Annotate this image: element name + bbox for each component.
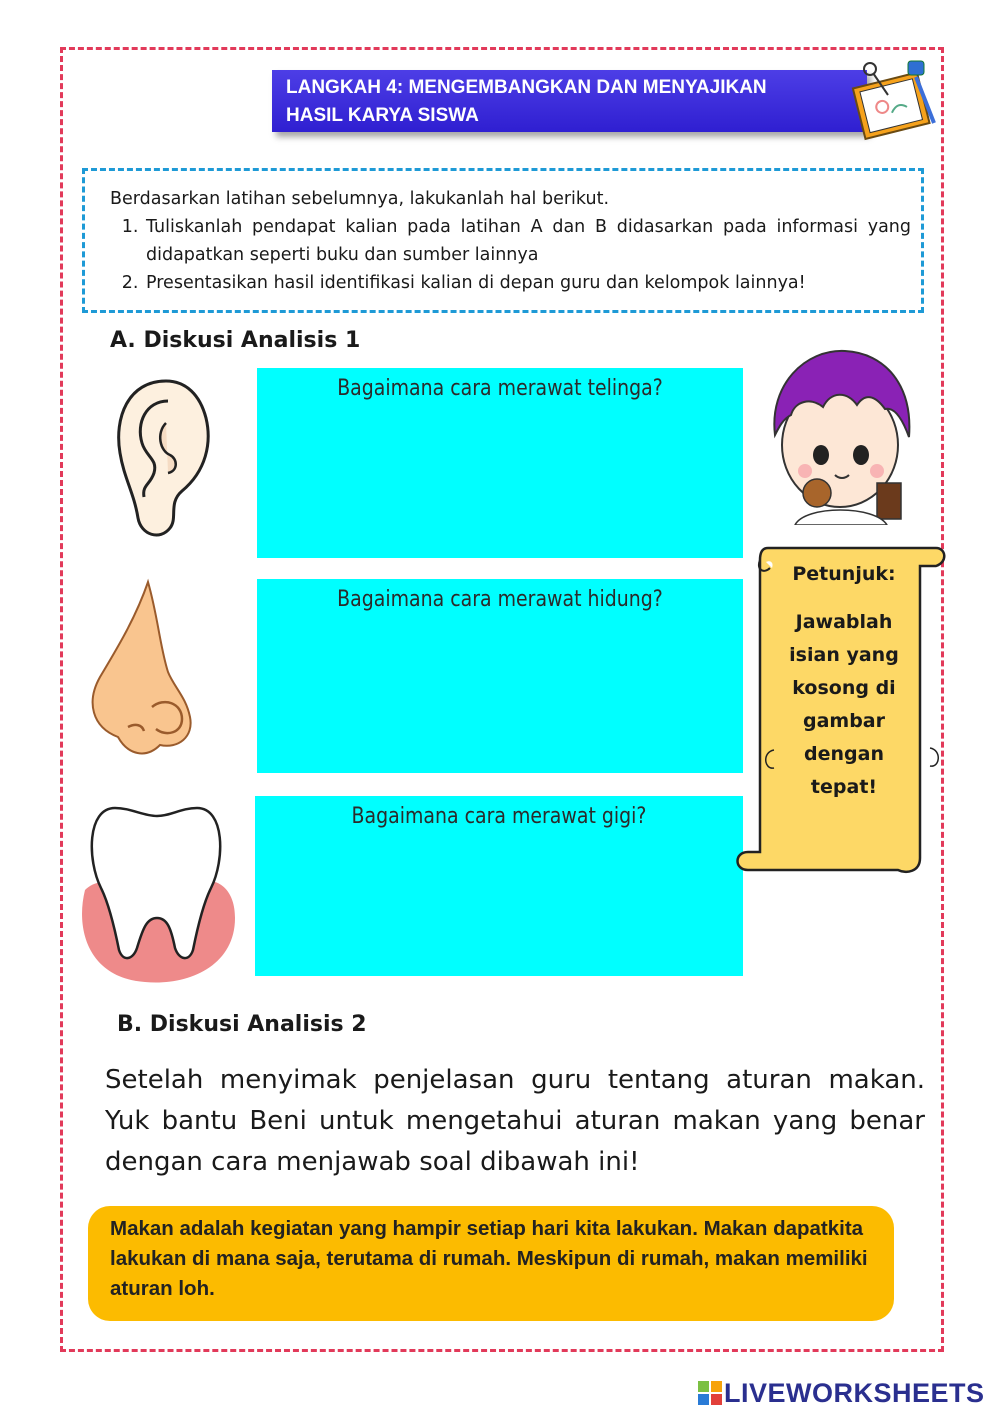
- hint-line-6: tepat!: [810, 776, 878, 798]
- nose-illustration: [78, 577, 213, 767]
- hint-line-2: isian yang: [789, 644, 899, 666]
- info-box: [88, 1206, 894, 1321]
- question-ear: Bagaimana cara merawat telinga?: [337, 376, 663, 401]
- section-b-paragraph: Setelah menyimak penjelasan guru tentang aturan makan. Yuk bantu Beni untuk mengetahui aturan makan yang benar dengan cara menjawab soal dibawah ini!: [105, 1065, 925, 1177]
- boy-character-illustration: [765, 345, 915, 525]
- step-header-banner: [272, 70, 867, 132]
- hint-line-5: dengan: [804, 743, 884, 765]
- section-a-title: A. Diskusi Analisis 1: [110, 328, 361, 353]
- answer-box-teeth[interactable]: [255, 796, 743, 976]
- hint-line-4: gambar: [802, 710, 885, 732]
- hint-body: [770, 606, 918, 804]
- hint-line-1: Jawablah: [795, 611, 893, 633]
- instruction-box: [82, 168, 924, 313]
- question-nose: Bagaimana cara merawat hidung?: [337, 587, 663, 612]
- info-text: Makan adalah kegiatan yang hampir setiap hari kita lakukan. Makan dapatkita lakukan di mana saja, terutama di rumah. Meskipun di rumah, makan memiliki aturan loh.: [110, 1217, 868, 1300]
- question-teeth: Bagaimana cara merawat gigi?: [351, 804, 647, 829]
- instruction-item-2: 2. Presentasikan hasil identifikasi kalian di depan guru dan kelompok lainnya!: [144, 269, 911, 297]
- brand-logo-text: LIVEWORKSHEETS: [724, 1378, 985, 1408]
- brand-logo-icon: [697, 1380, 723, 1406]
- instruction-intro: Berdasarkan latihan sebelumnya, lakukanlah hal berikut.: [110, 189, 610, 209]
- ear-illustration: [108, 373, 218, 543]
- hint-title: Petunjuk:: [792, 563, 896, 585]
- instruction-item-1: 1. Tuliskanlah pendapat kalian pada latihan A dan B didasarkan pada informasi yang didapatkan seperti buku dan sumber lainnya: [144, 213, 911, 269]
- drawing-board-icon: [840, 55, 940, 145]
- header-line-2: HASIL KARYA SISWA: [286, 105, 479, 126]
- tooth-illustration: [75, 800, 245, 990]
- answer-box-ear[interactable]: [257, 368, 743, 558]
- instruction-list: [110, 213, 911, 297]
- answer-box-nose[interactable]: [257, 579, 743, 773]
- header-line-1: LANGKAH 4: MENGEMBANGKAN DAN MENYAJIKAN: [286, 77, 767, 98]
- section-b-title: B. Diskusi Analisis 2: [117, 1012, 367, 1037]
- hint-line-3: kosong di: [792, 677, 896, 699]
